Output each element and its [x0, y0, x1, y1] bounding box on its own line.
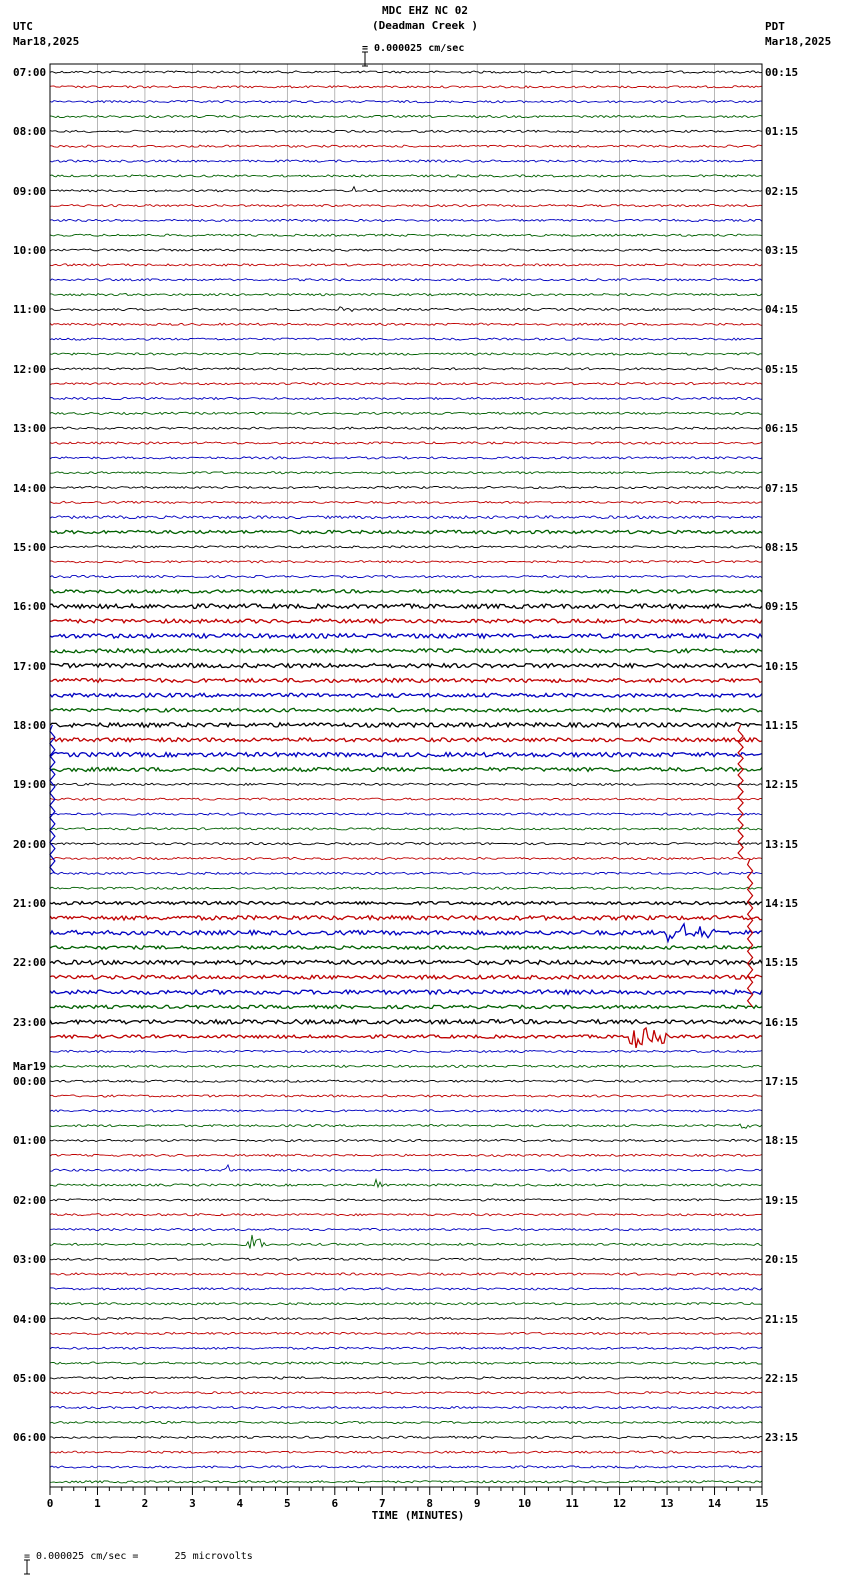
utc-hour-label: 04:00: [13, 1312, 47, 1326]
trace-line: [50, 738, 762, 742]
x-tick-label: 7: [378, 1497, 386, 1510]
x-axis: [47, 1487, 769, 1510]
trace-line: [50, 590, 762, 593]
trace-line: [50, 1214, 762, 1216]
trace-line: [50, 1258, 762, 1260]
trace-line: [50, 412, 762, 414]
trace-line: [50, 294, 762, 296]
utc-hour-label: 00:00: [13, 1075, 47, 1089]
station-title: MDC EHZ NC 02: [381, 4, 469, 17]
transient-spike: [738, 725, 743, 859]
pdt-hour-label: 12:15: [765, 778, 799, 792]
trace-line: [50, 843, 762, 845]
utc-hour-label: 17:00: [13, 659, 47, 673]
trace-line: [50, 1095, 762, 1097]
utc-hour-label: 19:00: [13, 778, 47, 792]
trace-line: [50, 501, 762, 503]
pdt-hour-label: 11:15: [765, 718, 799, 732]
utc-hour-label: 11:00: [13, 303, 47, 317]
pdt-hour-label: 19:15: [765, 1193, 799, 1207]
trace-line: [50, 71, 762, 73]
pdt-hour-label: 15:15: [765, 956, 799, 970]
trace-line: [50, 1318, 762, 1320]
trace-line: [50, 872, 762, 874]
utc-hour-label: 07:00: [13, 66, 47, 79]
trace-line: [50, 813, 762, 815]
trace-line: [50, 693, 762, 697]
pdt-hour-label: 22:15: [765, 1371, 799, 1385]
pdt-hour-label: 21:15: [765, 1312, 799, 1326]
trace-line: [50, 828, 762, 830]
trace-line: [50, 486, 762, 488]
trace-line: [50, 604, 762, 608]
utc-hour-label: 09:00: [13, 184, 47, 198]
trace-line: [50, 205, 762, 207]
trace-line: [50, 916, 762, 920]
pdt-hour-label: 04:15: [765, 303, 799, 317]
trace-line: [50, 1139, 762, 1141]
trace-line: [50, 1392, 762, 1394]
x-tick-label: 8: [426, 1497, 434, 1510]
pdt-hour-label: 18:15: [765, 1134, 799, 1148]
trace-rows: [50, 71, 762, 1483]
x-tick-label: 11: [565, 1497, 579, 1510]
trace-line: [50, 130, 762, 132]
plot-frame: [50, 64, 762, 1487]
trace-line: [50, 368, 762, 370]
trace-line: [50, 663, 762, 667]
trace-line: [50, 397, 762, 399]
trace-line: [50, 783, 762, 785]
trace-line: [50, 946, 762, 949]
trace-line: [50, 530, 762, 533]
pdt-hour-label: 01:15: [765, 125, 799, 139]
utc-hour-label: 01:00: [13, 1134, 47, 1148]
x-tick-label: 1: [94, 1497, 101, 1510]
x-tick-label: 9: [473, 1497, 481, 1510]
x-tick-label: 15: [755, 1497, 769, 1510]
trace-line: [50, 427, 762, 429]
trace-line: [50, 1154, 762, 1156]
trace-line: [50, 175, 762, 177]
trace-line: [50, 901, 762, 904]
left-timezone: UTC: [13, 20, 33, 33]
trace-line: [50, 472, 762, 474]
x-tick-label: 12: [612, 1497, 627, 1510]
trace-line: [50, 1466, 762, 1468]
trace-line: [50, 753, 762, 757]
trace-line: [50, 649, 762, 653]
x-tick-label: 4: [236, 1497, 244, 1510]
footer-scale-text: = 0.000025 cm/sec = 25 microvolts: [24, 1551, 253, 1562]
footer-scale-bar-icon: [11, 1546, 17, 1562]
trace-line: [50, 264, 762, 266]
trace-line: [50, 442, 762, 444]
utc-hour-label: 02:00: [13, 1193, 47, 1207]
utc-hour-label: 06:00: [13, 1431, 47, 1445]
pdt-hour-label: 17:15: [765, 1075, 799, 1089]
date-change-label: Mar19: [13, 1060, 47, 1074]
pdt-hour-label: 09:15: [765, 600, 799, 614]
trace-line: [50, 145, 762, 147]
x-tick-label: 2: [141, 1497, 149, 1510]
pdt-hour-label: 08:15: [765, 540, 799, 554]
right-date: Mar18,2025: [765, 35, 832, 48]
trace-line: [50, 1347, 762, 1349]
utc-hour-label: 23:00: [13, 1015, 47, 1029]
trace-line: [50, 187, 762, 192]
utc-hour-label: 13:00: [13, 422, 47, 436]
trace-line: [50, 1273, 762, 1275]
large-transients: [50, 725, 753, 1007]
pdt-hour-label: 03:15: [765, 244, 799, 258]
trace-line: [50, 1362, 762, 1364]
trace-line: [50, 561, 762, 563]
utc-hour-label: 21:00: [13, 897, 47, 911]
pdt-hour-label: 05:15: [765, 362, 799, 376]
trace-line: [50, 1303, 762, 1305]
trace-line: [50, 353, 762, 355]
trace-line: [50, 101, 762, 103]
utc-hour-label: 05:00: [13, 1371, 47, 1385]
trace-line: [50, 975, 762, 979]
utc-hour-label: 03:00: [13, 1253, 47, 1267]
pdt-hour-label: 00:15: [765, 66, 799, 79]
x-tick-label: 14: [707, 1497, 722, 1510]
trace-line: [50, 338, 762, 340]
trace-line: [50, 219, 762, 221]
trace-line: [50, 1332, 762, 1334]
trace-line: [50, 1481, 762, 1483]
x-tick-label: 3: [189, 1497, 196, 1510]
trace-line: [50, 160, 762, 162]
x-tick-label: 0: [46, 1497, 54, 1510]
trace-line: [50, 990, 762, 994]
scale-bar-icon: [349, 38, 355, 54]
trace-line: [50, 1020, 762, 1024]
trace-line: [50, 1028, 762, 1048]
trace-line: [50, 1235, 762, 1249]
trace-line: [50, 679, 762, 683]
trace-line: [50, 1050, 762, 1052]
right-timezone: PDT: [765, 20, 785, 33]
pdt-hour-label: 10:15: [765, 659, 799, 673]
trace-line: [50, 1407, 762, 1409]
trace-line: [50, 86, 762, 88]
utc-hour-label: 08:00: [13, 125, 47, 139]
trace-line: [50, 1436, 762, 1438]
trace-line: [50, 1005, 762, 1008]
utc-hour-label: 16:00: [13, 600, 47, 614]
scale-text: = 0.000025 cm/sec: [362, 43, 465, 54]
utc-hour-label: 20:00: [13, 837, 47, 851]
trace-line: [50, 1080, 762, 1082]
x-tick-label: 6: [331, 1497, 339, 1510]
trace-line: [50, 1451, 762, 1453]
pdt-hour-label: 06:15: [765, 422, 799, 436]
trace-line: [50, 1288, 762, 1290]
trace-line: [50, 887, 762, 889]
trace-line: [50, 576, 762, 578]
plot-border: [50, 64, 762, 1487]
trace-line: [50, 619, 762, 623]
utc-hour-label: 22:00: [13, 956, 47, 970]
trace-line: [50, 768, 762, 772]
utc-hour-label: 15:00: [13, 540, 47, 554]
trace-line: [50, 115, 762, 117]
minute-grid: [97, 64, 714, 1487]
trace-line: [50, 1165, 762, 1171]
trace-line: [50, 1377, 762, 1379]
trace-line: [50, 1124, 762, 1128]
trace-line: [50, 279, 762, 281]
trace-line: [50, 1228, 762, 1230]
trace-line: [50, 307, 762, 312]
utc-hour-label: 10:00: [13, 244, 47, 258]
x-tick-label: 13: [660, 1497, 674, 1510]
trace-line: [50, 960, 762, 964]
trace-line: [50, 1065, 762, 1067]
trace-line: [50, 1421, 762, 1423]
left-date: Mar18,2025: [13, 35, 80, 48]
trace-line: [50, 798, 762, 800]
pdt-hour-label: 16:15: [765, 1015, 799, 1029]
trace-line: [50, 924, 762, 942]
trace-line: [50, 708, 762, 712]
x-tick-label: 5: [284, 1497, 291, 1510]
trace-line: [50, 1110, 762, 1112]
trace-line: [50, 234, 762, 236]
utc-hour-label: 18:00: [13, 718, 47, 732]
pdt-hour-label: 23:15: [765, 1431, 799, 1445]
trace-line: [50, 383, 762, 385]
trace-line: [50, 457, 762, 459]
x-axis-title: TIME (MINUTES): [371, 1509, 465, 1522]
trace-line: [50, 857, 762, 859]
trace-line: [50, 634, 762, 638]
pdt-hour-label: 14:15: [765, 897, 799, 911]
trace-line: [50, 249, 762, 251]
utc-hour-label: 14:00: [13, 481, 47, 495]
utc-hour-label: 12:00: [13, 362, 47, 376]
trace-line: [50, 546, 762, 548]
trace-line: [50, 1199, 762, 1201]
pdt-hour-label: 07:15: [765, 481, 799, 495]
pdt-hour-label: 02:15: [765, 184, 799, 198]
station-location: (Deadman Creek ): [372, 19, 478, 32]
pdt-hour-label: 13:15: [765, 837, 799, 851]
trace-line: [50, 1180, 762, 1188]
x-tick-label: 10: [518, 1497, 532, 1510]
trace-line: [50, 323, 762, 325]
pdt-hour-label: 20:15: [765, 1253, 799, 1267]
trace-line: [50, 516, 762, 519]
trace-line: [50, 723, 762, 727]
